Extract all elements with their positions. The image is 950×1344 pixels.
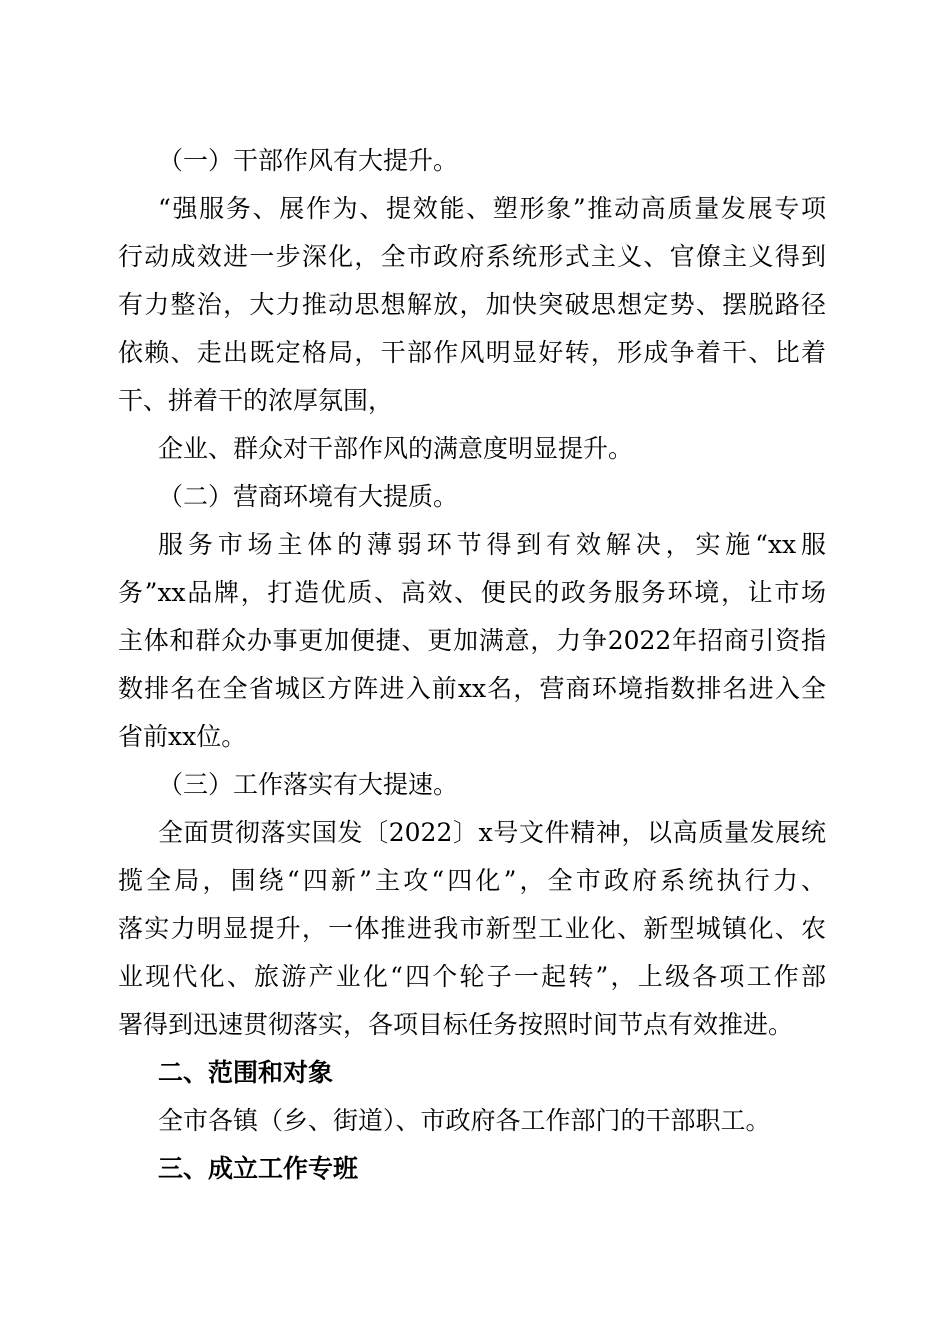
paragraph-3-line-5: 省前xx位。 [118, 722, 247, 751]
paragraph-1-line-2: 行动成效进一步深化，全市政府系统形式主义、官僚主义得到 [118, 242, 826, 271]
paragraph-3-line-1: 服务市场主体的薄弱环节得到有效解决，实施“xx服 [158, 530, 826, 559]
chapter-heading-task-force: 三、成立工作专班 [158, 1154, 359, 1183]
paragraph-1-line-1: “强服务、展作为、提效能、塑形象”推动高质量发展专项 [158, 194, 826, 223]
paragraph-4-line-2: 揽全局，围绕“四新”主攻“四化”，全市政府系统执行力、 [118, 866, 826, 895]
paragraph-3-line-4: 数排名在全省城区方阵进入前xx名，营商环境指数排名进入全 [118, 674, 826, 703]
paragraph-1-line-5: 干、拼着干的浓厚氛围， [118, 386, 394, 415]
section-heading-1: （一）干部作风有大提升。 [158, 146, 459, 175]
paragraph-3-line-2: 务”xx品牌，打造优质、高效、便民的政务服务环境，让市场 [118, 578, 826, 607]
paragraph-4-line-3: 落实力明显提升，一体推进我市新型工业化、新型城镇化、农 [118, 914, 826, 943]
paragraph-1-line-4: 依赖、走出既定格局，干部作风明显好转，形成争着干、比着 [118, 338, 826, 367]
paragraph-4-line-4: 业现代化、旅游产业化“四个轮子一起转”，上级各项工作部 [118, 962, 826, 991]
paragraph-3-line-3: 主体和群众办事更加便捷、更加满意，力争2022年招商引资指 [118, 626, 826, 655]
paragraph-1-line-3: 有力整治，大力推动思想解放，加快突破思想定势、摆脱路径 [118, 290, 826, 319]
chapter-heading-scope: 二、范围和对象 [158, 1058, 334, 1087]
paragraph-4-line-5: 署得到迅速贯彻落实，各项目标任务按照时间节点有效推进。 [118, 1010, 794, 1039]
paragraph-4-line-1: 全面贯彻落实国发〔2022〕x号文件精神，以高质量发展统 [158, 818, 826, 847]
section-heading-2: （二）营商环境有大提质。 [158, 482, 459, 511]
paragraph-5-line-1: 全市各镇（乡、街道）、市政府各工作部门的干部职工。 [158, 1106, 771, 1135]
section-heading-3: （三）工作落实有大提速。 [158, 770, 459, 799]
paragraph-2-line-1: 企业、群众对干部作风的满意度明显提升。 [158, 434, 634, 463]
